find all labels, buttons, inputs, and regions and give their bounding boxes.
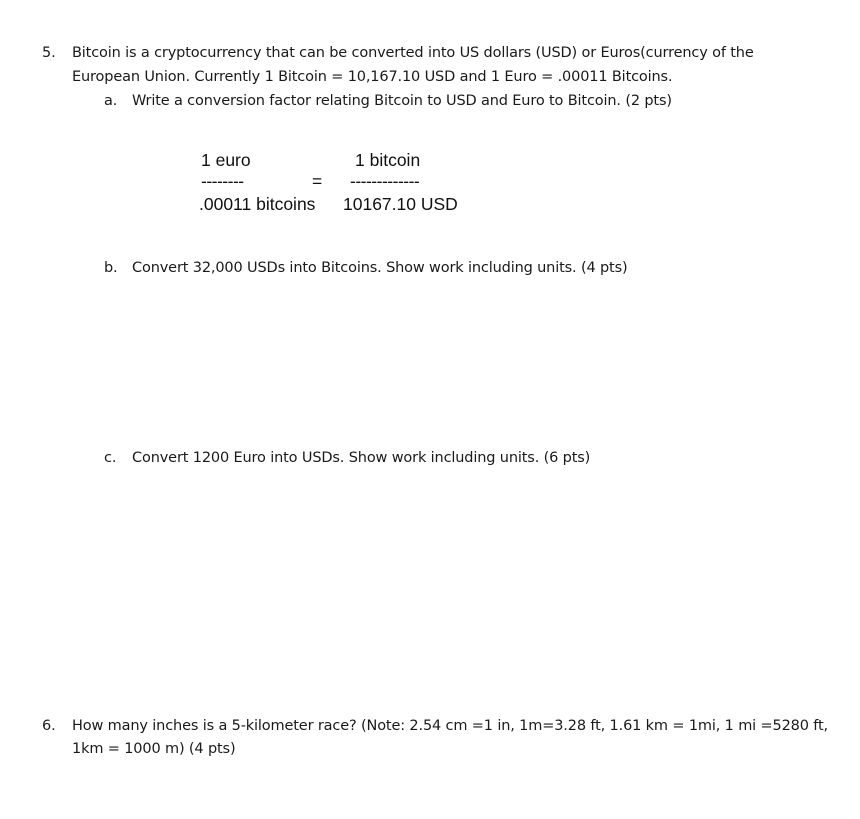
left-numerator: 1 euro — [201, 150, 251, 170]
question-5a-letter: a. — [104, 93, 118, 109]
question-5b-prompt: Convert 32,000 USDs into Bitcoins. Show work including units. (4 pts) — [132, 260, 628, 276]
left-denominator: .00011 bitcoins — [199, 194, 316, 214]
left-fraction-bar: -------- — [201, 171, 244, 191]
right-numerator: 1 bitcoin — [355, 150, 421, 170]
question-6-line-2: 1km = 1000 m) (4 pts) — [72, 741, 236, 757]
right-denominator: 10167.10 USD — [343, 194, 458, 214]
question-5-number: 5. — [42, 45, 56, 61]
question-5a-prompt: Write a conversion factor relating Bitcoin to USD and Euro to Bitcoin. (2 pts) — [132, 93, 672, 109]
question-5c-letter: c. — [104, 450, 117, 466]
question-6-line-1: How many inches is a 5-kilometer race? (Note: 2.54 cm =1 in, 1m=3.28 ft, 1.61 km = 1mi, 1 mi =5280 ft, — [72, 718, 828, 734]
equals-sign: = — [312, 171, 323, 191]
question-5-line-2: European Union. Currently 1 Bitcoin = 10,167.10 USD and 1 Euro = .00011 Bitcoins. — [72, 69, 673, 85]
right-fraction-bar: ------------- — [350, 171, 420, 191]
question-5c-prompt: Convert 1200 Euro into USDs. Show work including units. (6 pts) — [132, 450, 591, 466]
question-5-line-1: Bitcoin is a cryptocurrency that can be converted into US dollars (USD) or Euros(currency of the — [72, 45, 754, 61]
question-5b-letter: b. — [104, 260, 118, 276]
question-6-number: 6. — [42, 718, 56, 734]
